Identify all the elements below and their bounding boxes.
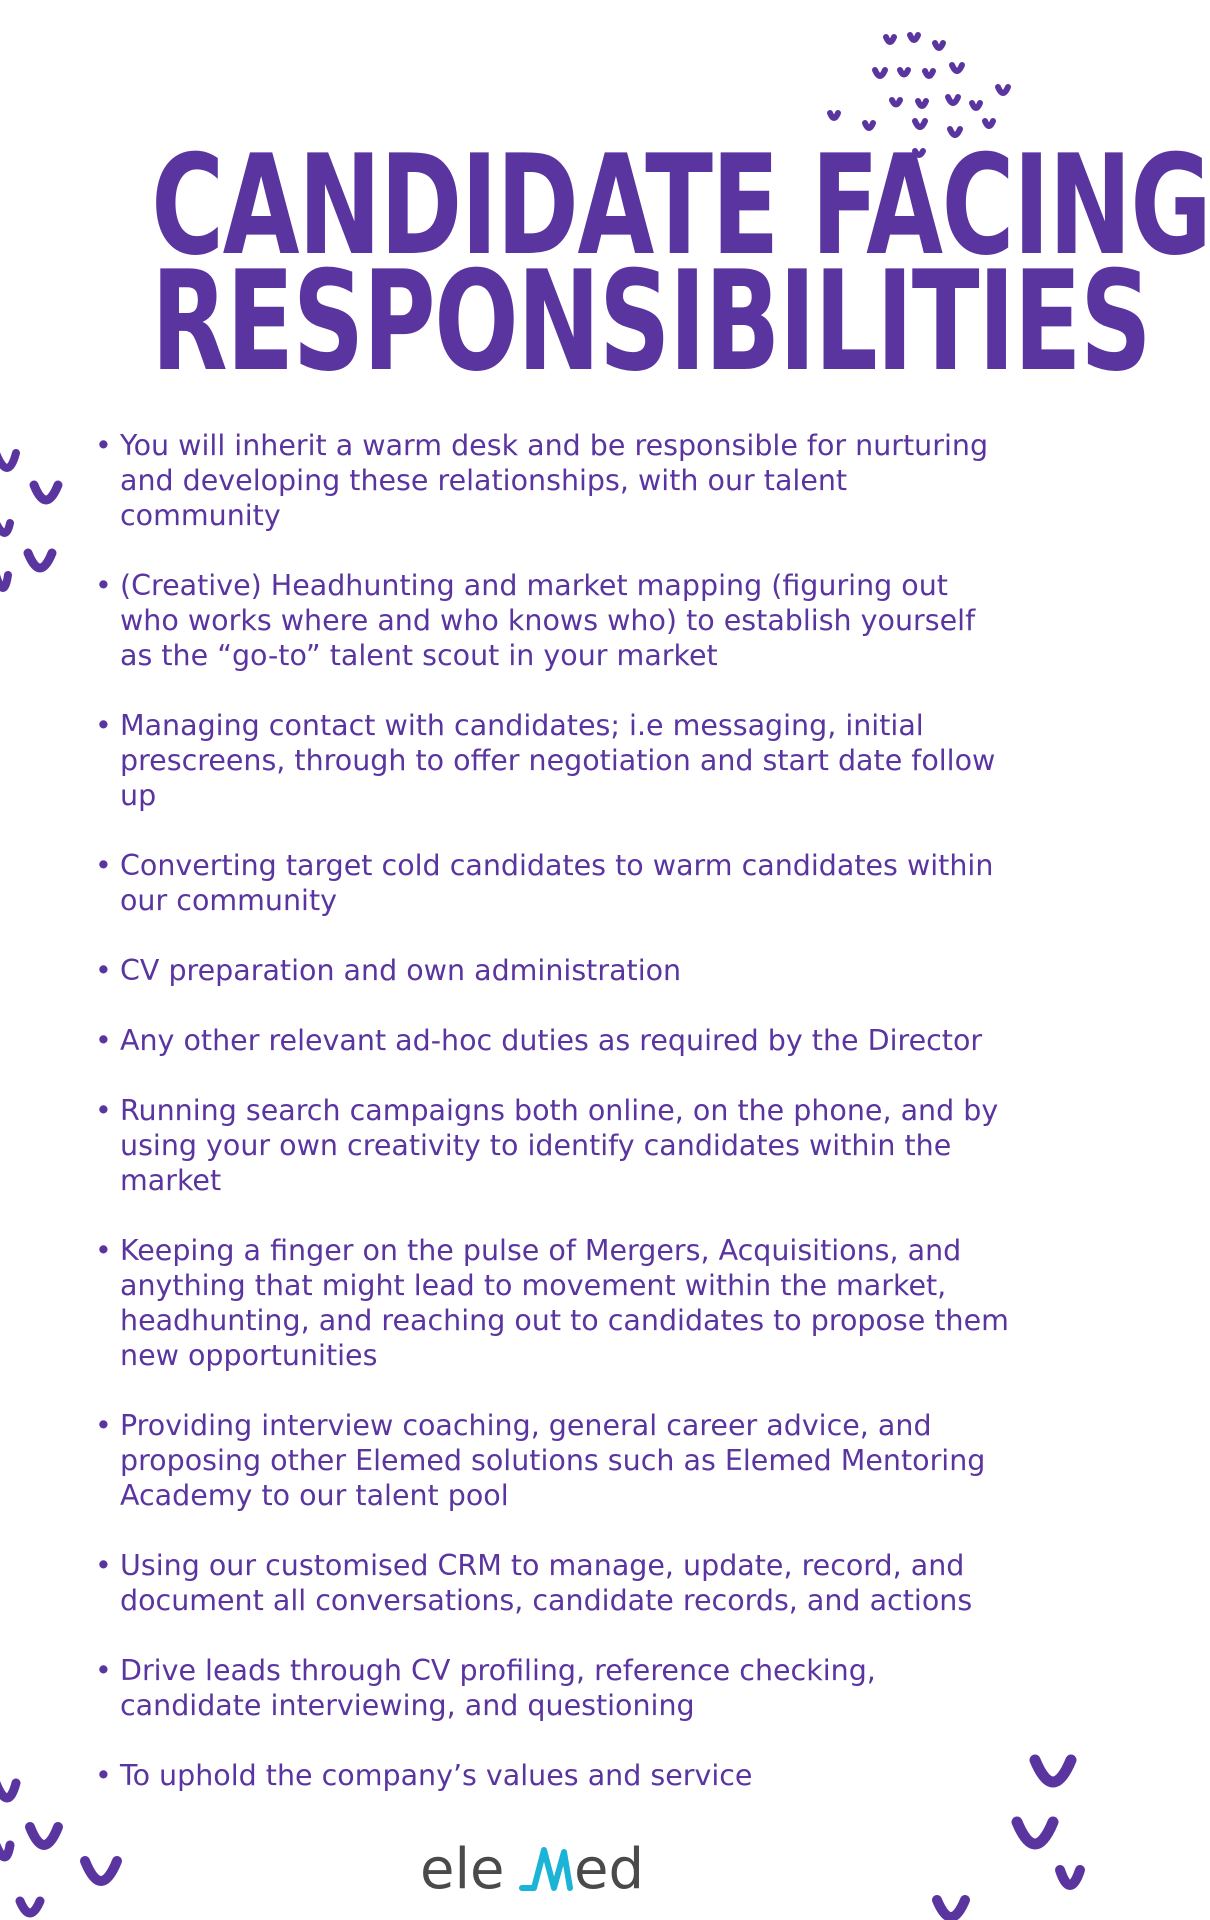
- list-item: • Using our customised CRM to manage, update, record, and document all conversations, candidate records, and actions: [95, 1548, 1015, 1618]
- list-item: • Running search campaigns both online, on the phone, and by using your own creativity to identify candidates within the market: [95, 1093, 1015, 1198]
- list-item: • Converting target cold candidates to warm candidates within our community: [95, 848, 1015, 918]
- elemed-logo: [418, 1832, 668, 1902]
- title-line-1: CANDIDATE FACING: [151, 125, 1210, 286]
- logo-pulse-icon: [522, 1850, 570, 1888]
- list-item: • CV preparation and own administration: [95, 953, 1015, 988]
- list-item: • To uphold the company’s values and service: [95, 1758, 1015, 1793]
- logo-text-right: ed: [574, 1837, 644, 1902]
- list-item: • Drive leads through CV profiling, reference checking, candidate interviewing, and questioning: [95, 1653, 1015, 1723]
- list-item: • Managing contact with candidates; i.e messaging, initial prescreens, through to offer negotiation and start date follow up: [95, 708, 1015, 813]
- list-item: • Providing interview coaching, general career advice, and proposing other Elemed solutions such as Elemed Mentoring Academy to our talent pool: [95, 1408, 1015, 1513]
- list-item: • You will inherit a warm desk and be responsible for nurturing and developing these relationships, with our talent community: [95, 428, 1015, 533]
- list-item: • (Creative) Headhunting and market mapping (figuring out who works where and who knows who) to establish yourself as the “go-to” talent scout in your market: [95, 568, 1015, 673]
- list-item: • Keeping a finger on the pulse of Mergers, Acquisitions, and anything that might lead to movement within the market, headhunting, and reaching out to candidates to propose them new opportunities: [95, 1233, 1015, 1373]
- logo-text-left: ele: [420, 1837, 505, 1902]
- list-item: • Any other relevant ad-hoc duties as required by the Director: [95, 1023, 1015, 1058]
- page-title: [0, 125, 1210, 402]
- squiggle-decoration-left: [0, 445, 80, 605]
- responsibilities-list: [95, 428, 1015, 1828]
- title-line-2: RESPONSIBILITIES: [151, 241, 1151, 402]
